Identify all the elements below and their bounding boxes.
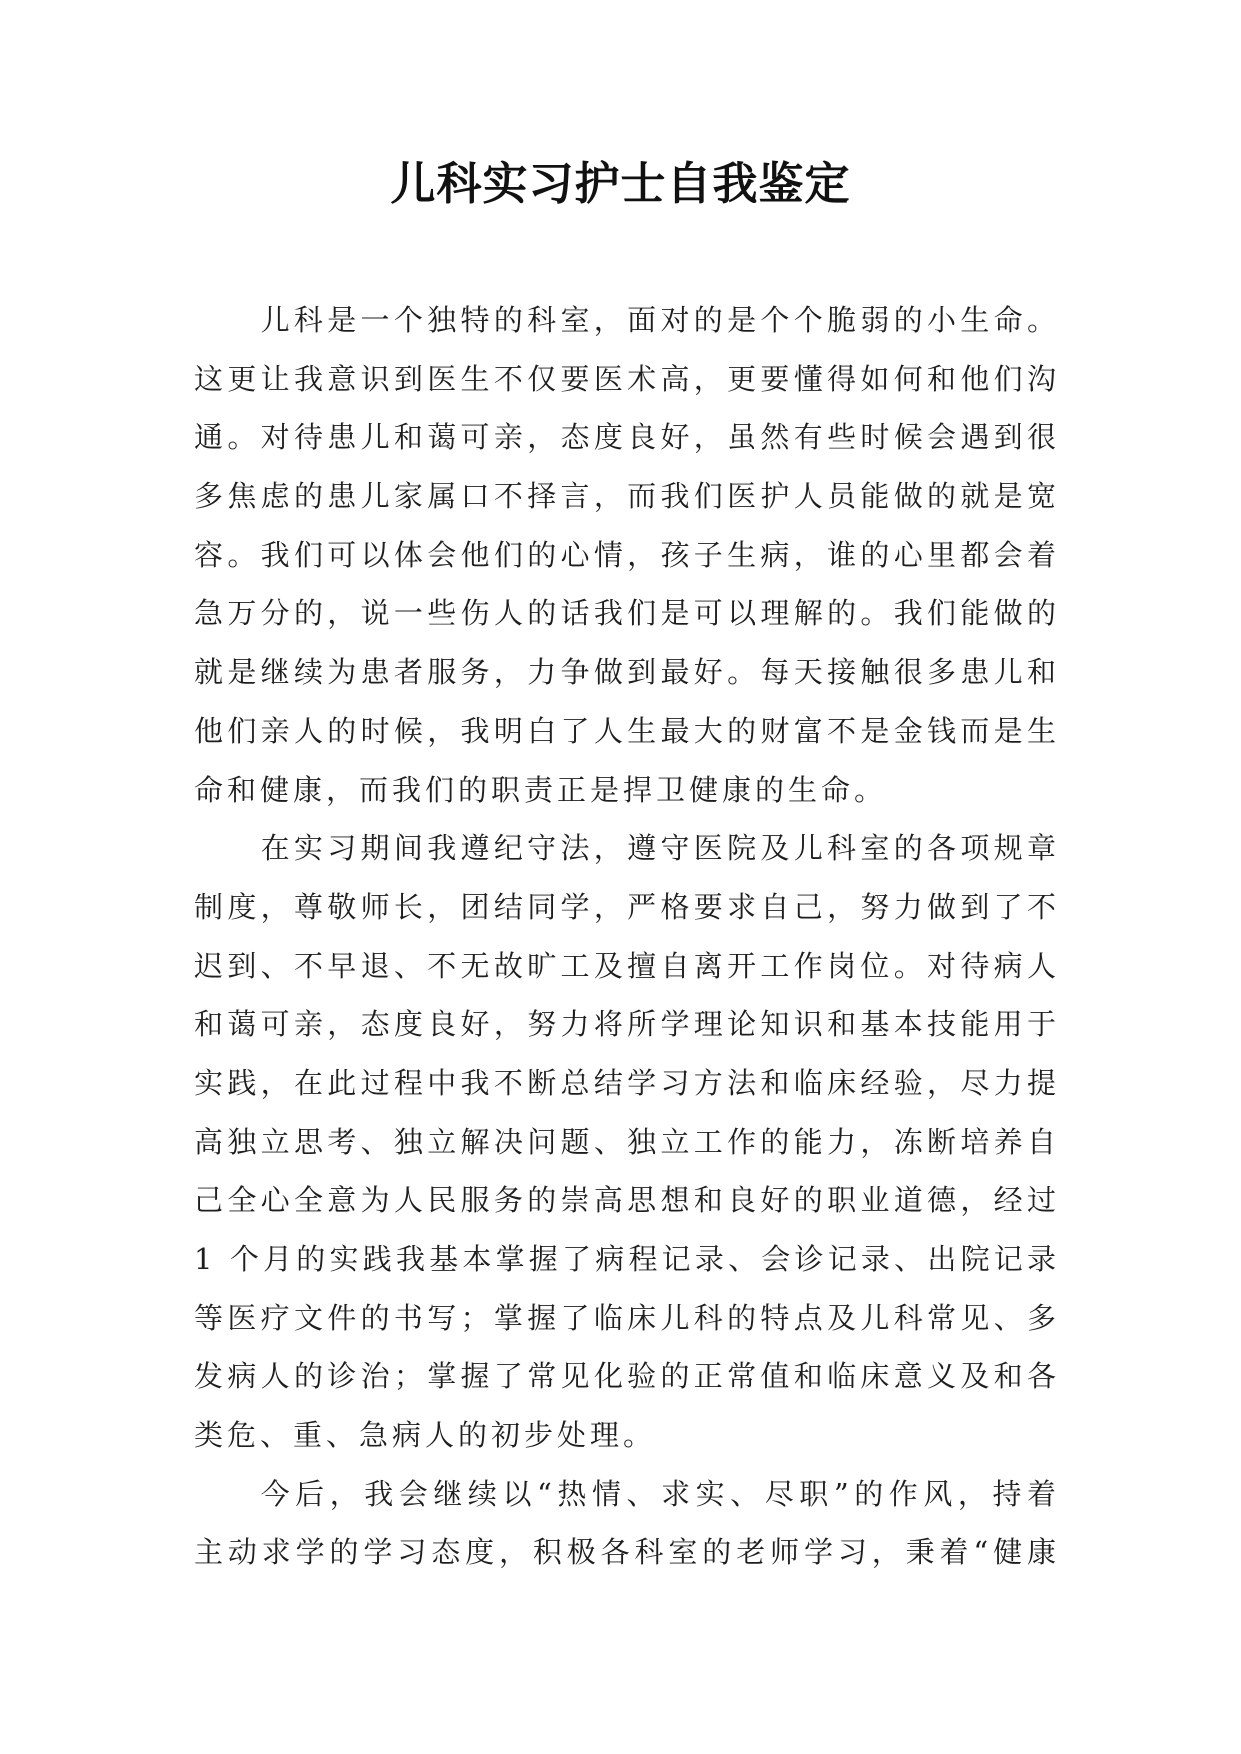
text-line: 实践，在此过程中我不断总结学习方法和临床经验，尽力提 [194,1065,1060,1100]
text-line: 高独立思考、独立解决问题、独立工作的能力，冻断培养自 [194,1124,1060,1159]
text-line: 通。对待患儿和蔼可亲，态度良好，虽然有些时候会遇到很 [194,420,1060,455]
paragraph [194,819,1060,1465]
text-line: 急万分的，说一些伤人的话我们是可以理解的。我们能做的 [194,596,1060,631]
document-body [194,291,1060,1582]
paragraph [194,1465,1060,1582]
text-line: 儿科是一个独特的科室，面对的是个个脆弱的小生命。 [260,303,1060,337]
text-line: 等医疗文件的书写；掌握了临床儿科的特点及儿科常见、多 [194,1300,1060,1335]
text-line: 这更让我意识到医生不仅要医术高，更要懂得如何和他们沟 [194,361,1060,396]
text-line: 制度，尊敬师长，团结同学，严格要求自己，努力做到了不 [194,889,1060,924]
document-title: 儿科实习护士自我鉴定 [390,157,851,210]
text-line: 迟到、不早退、不无故旷工及擅自离开工作岗位。对待病人 [194,948,1060,983]
text-line: 多焦虑的患儿家属口不择言，而我们医护人员能做的就是宽 [194,479,1060,514]
text-line: 今后，我会继续以“热情、求实、尽职”的作风，持着 [260,1476,1060,1511]
text-line: 和蔼可亲，态度良好，努力将所学理论知识和基本技能用于 [194,1007,1060,1042]
text-line: 己全心全意为人民服务的崇高思想和良好的职业道德，经过 [194,1183,1060,1218]
text-line: 发病人的诊治；掌握了常见化验的正常值和临床意义及和各 [194,1359,1060,1394]
text-line: 容。我们可以体会他们的心情，孩子生病，谁的心里都会着 [194,537,1060,572]
paragraph [194,291,1060,819]
text-line: 他们亲人的时候，我明白了人生最大的财富不是金钱而是生 [194,713,1060,748]
text-line: 主动求学的学习态度，积极各科室的老师学习，秉着“健康 [194,1535,1060,1570]
text-line: 类危、重、急病人的初步处理。 [194,1418,657,1453]
text-line: 命和健康，而我们的职责正是捍卫健康的生命。 [194,772,888,807]
text-line: 就是继续为患者服务，力争做到最好。每天接触很多患儿和 [194,655,1060,690]
text-line: 1 个月的实践我基本掌握了病程记录、会诊记录、出院记录 [194,1242,1060,1276]
text-line: 在实习期间我遵纪守法，遵守医院及儿科室的各项规章 [260,831,1060,866]
